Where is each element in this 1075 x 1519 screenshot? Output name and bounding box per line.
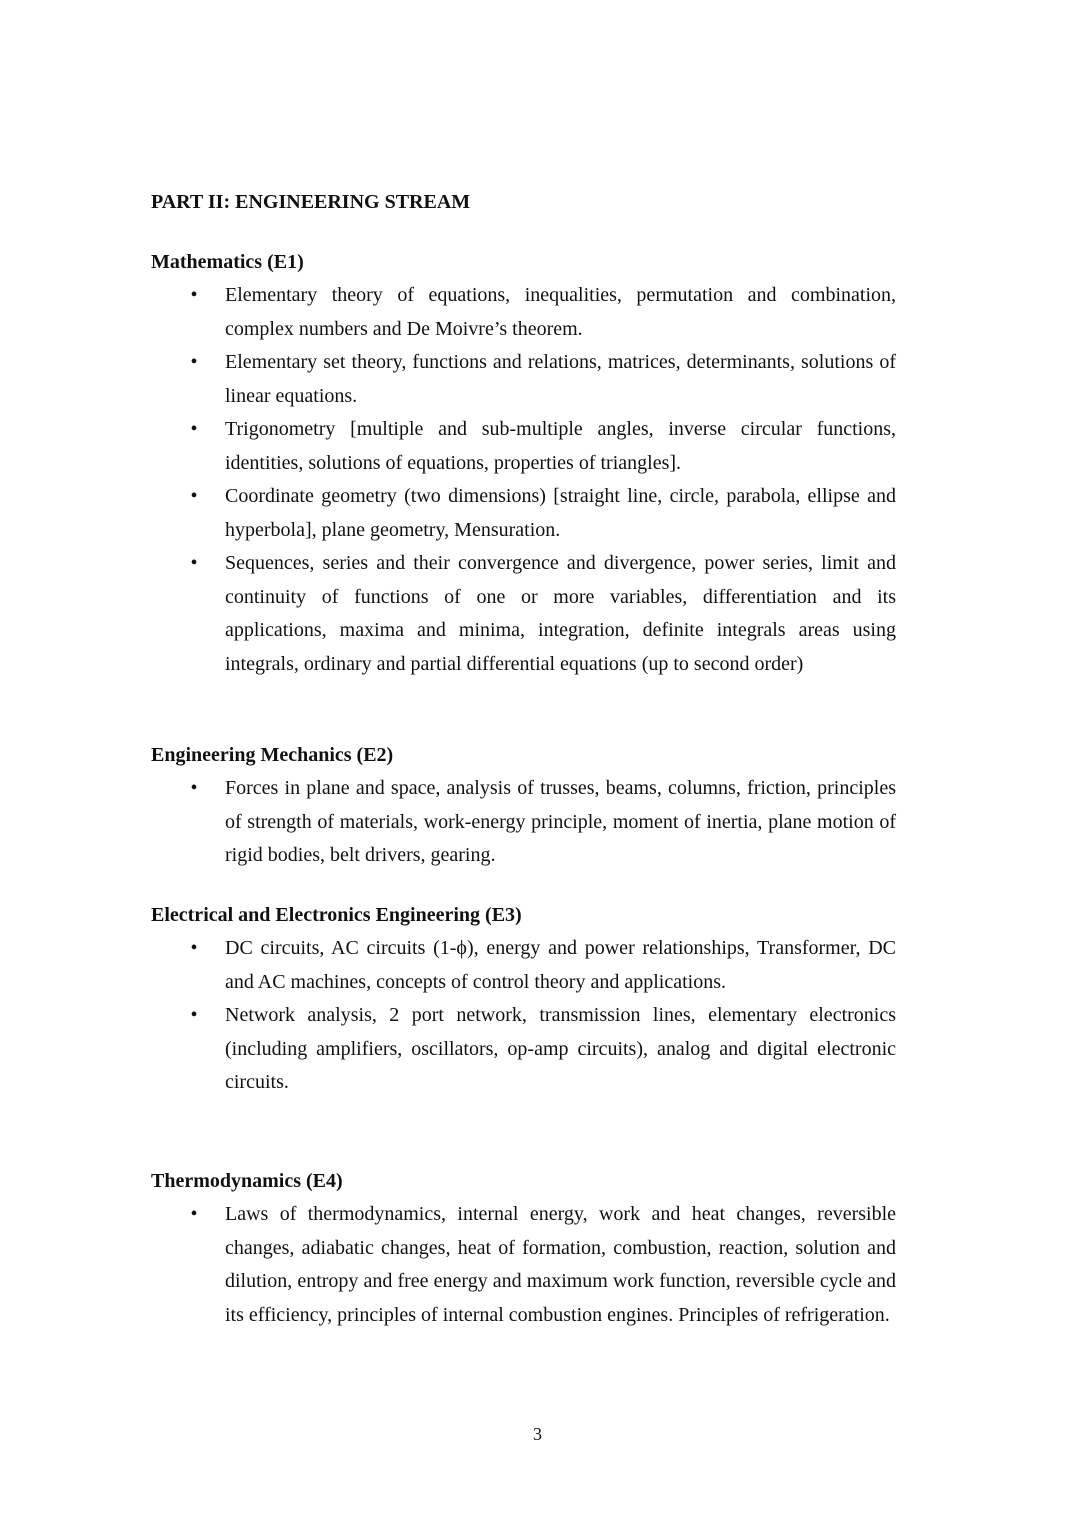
section-electrical-electronics xyxy=(151,901,896,1100)
list-item-text: Laws of thermodynamics, internal energy, work and heat changes, reversible changes, adiabatic changes, heat of formation, combustion, reaction, solution and dilution, entropy and free energy and maximum work function, reversible cycle and its efficiency, principles of internal combustion engines. Principles of refrigeration. xyxy=(225,1203,896,1326)
section-mathematics xyxy=(151,248,896,681)
bullet-icon: • xyxy=(190,552,198,574)
list-item-text: Coordinate geometry (two dimensions) [straight line, circle, parabola, ellipse and hyperbola], plane geometry, Mensuration. xyxy=(225,485,896,541)
list-item-text: Elementary theory of equations, inequalities, permutation and combination, complex numbers and De Moivre’s theorem. xyxy=(225,284,896,340)
list-item-text: Trigonometry [multiple and sub-multiple angles, inverse circular functions, identities, solutions of equations, properties of triangles]. xyxy=(225,418,896,474)
section-heading: Engineering Mechanics (E2) xyxy=(151,744,394,766)
bullet-icon: • xyxy=(190,485,198,507)
bullet-list xyxy=(151,1198,896,1332)
bullet-icon: • xyxy=(190,1004,198,1026)
bullet-list xyxy=(151,279,896,681)
bullet-icon: • xyxy=(190,1203,198,1225)
page-number: 3 xyxy=(533,1424,542,1444)
bullet-list xyxy=(151,772,896,873)
list-item-text: Forces in plane and space, analysis of trusses, beams, columns, friction, principles of strength of materials, work-energy principle, moment of inertia, plane motion of rigid bodies, belt drivers, gearing. xyxy=(225,777,896,866)
list-item xyxy=(151,1198,896,1332)
bullet-icon: • xyxy=(190,937,198,959)
list-item xyxy=(151,480,896,547)
bullet-icon: • xyxy=(190,777,198,799)
list-item-text: Sequences, series and their convergence and divergence, power series, limit and continuity of functions of one or more variables, differentiation and its applications, maxima and minima, integration, definite integrals areas using integrals, ordinary and partial differential equations (up to second order) xyxy=(225,552,896,675)
list-item-text: Network analysis, 2 port network, transmission lines, elementary electronics (including amplifiers, oscillators, op-amp circuits), analog and digital electronic circuits. xyxy=(225,1004,896,1093)
bullet-icon: • xyxy=(190,284,198,306)
section-heading: Thermodynamics (E4) xyxy=(151,1170,343,1192)
bullet-list xyxy=(151,932,896,1100)
list-item xyxy=(151,999,896,1100)
bullet-icon: • xyxy=(190,351,198,373)
part-title: PART II: ENGINEERING STREAM xyxy=(151,191,471,213)
bullet-icon: • xyxy=(190,418,198,440)
list-item xyxy=(151,413,896,480)
list-item xyxy=(151,932,896,999)
section-heading: Electrical and Electronics Engineering (E3) xyxy=(151,904,522,926)
section-thermodynamics xyxy=(151,1167,896,1332)
list-item xyxy=(151,772,896,873)
list-item xyxy=(151,547,896,681)
list-item xyxy=(151,346,896,413)
section-engineering-mechanics xyxy=(151,741,896,873)
list-item xyxy=(151,279,896,346)
section-heading: Mathematics (E1) xyxy=(151,251,304,273)
list-item-text: Elementary set theory, functions and relations, matrices, determinants, solutions of linear equations. xyxy=(225,351,896,407)
list-item-text: DC circuits, AC circuits (1-ϕ), energy and power relationships, Transformer, DC and AC machines, concepts of control theory and applications. xyxy=(225,937,896,993)
